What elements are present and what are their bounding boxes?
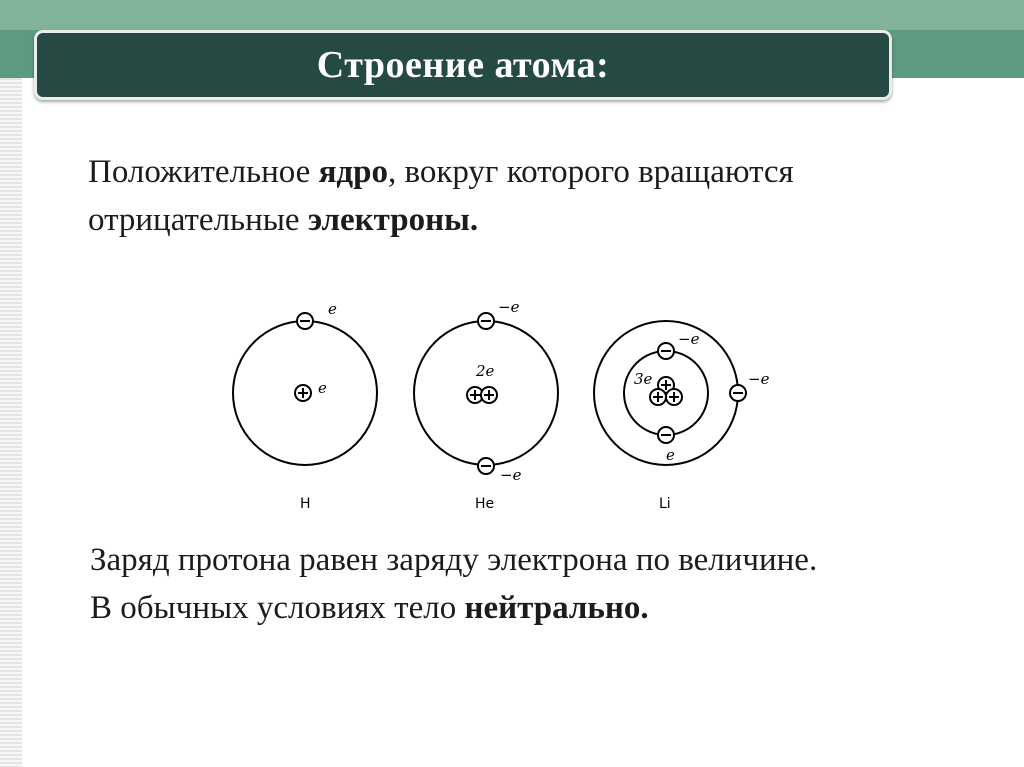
title-bar <box>34 30 892 100</box>
p1-bold-electrons: электроны. <box>307 202 479 238</box>
helium-electron-top <box>478 313 494 329</box>
helium-nucleus <box>467 387 497 403</box>
hydrogen-nucleus <box>295 385 311 401</box>
lithium-electron-top <box>658 343 674 359</box>
p2-line-1: Заряд протона равен заряду электрона по величине. <box>90 542 818 578</box>
atom-symbol-h: H <box>300 496 311 512</box>
lithium-electron-label-top: −e <box>678 330 700 348</box>
atom-hydrogen <box>233 313 377 465</box>
header-band-highlight <box>0 0 1024 30</box>
lithium-electron-outer <box>730 385 746 401</box>
atom-symbol-he: He <box>475 496 495 512</box>
atom-helium <box>414 313 558 474</box>
p2-bold-neutral: нейтрально. <box>464 590 649 626</box>
helium-nucleus-label: 2e <box>476 362 495 380</box>
helium-electron-label-top: −e <box>498 298 520 316</box>
slide-title: Строение атома: <box>316 44 610 86</box>
lithium-electron-label-bottom: e <box>666 446 675 464</box>
hydrogen-electron <box>297 313 313 329</box>
hydrogen-nucleus-label: e <box>318 379 327 397</box>
paragraph-nucleus <box>88 148 988 244</box>
atom-models-diagram <box>220 290 800 520</box>
p1-text-3: отрицательные <box>88 202 308 238</box>
hydrogen-electron-label: e <box>328 300 337 318</box>
atom-lithium <box>594 321 746 465</box>
lithium-electron-bottom <box>658 427 674 443</box>
helium-electron-bottom <box>478 458 494 474</box>
lithium-nucleus-label: 3e <box>634 370 653 388</box>
p1-text-2: , вокруг которого вращаются <box>387 154 794 190</box>
atom-symbol-li: Li <box>659 496 671 512</box>
p1-bold-nucleus: ядро <box>318 154 388 190</box>
p2-text-2: В обычных условиях тело <box>90 590 465 626</box>
lithium-nucleus <box>650 377 682 405</box>
lithium-electron-label-outer: −e <box>748 370 770 388</box>
p1-text-1: Положительное <box>88 154 319 190</box>
paragraph-charge <box>90 536 1010 632</box>
helium-electron-label-bottom: −e <box>500 466 522 484</box>
left-stripe-decoration <box>0 78 22 767</box>
